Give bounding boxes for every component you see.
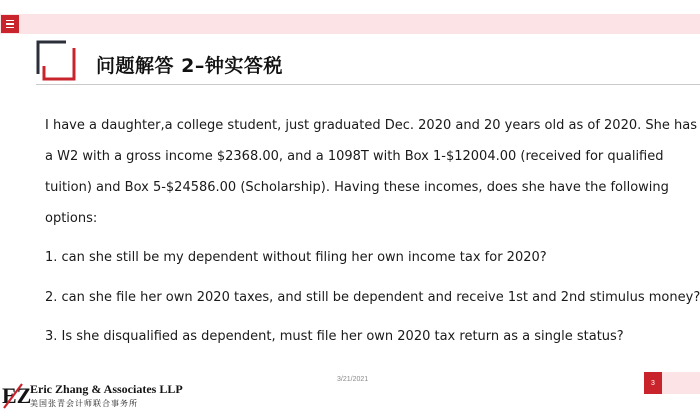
paragraph-line: tuition) and Box 5-$24586.00 (Scholarship). Having these incomes, does she have the following	[45, 180, 669, 195]
bracket-frame-icon	[36, 40, 76, 80]
page-title: 问题解答 2–钟实答税	[96, 55, 283, 77]
title-divider	[36, 84, 700, 85]
company-name: Eric Zhang & Associates LLP	[30, 382, 183, 396]
logo-mark-icon	[2, 381, 32, 411]
paragraph-line: a W2 with a gross income $2368.00, and a 1098T with Box 1-$12004.00 (received for qualified	[45, 149, 664, 164]
question-item: 3. Is she disqualified as dependent, must file her own 2020 tax return as a single status?	[45, 329, 624, 344]
question-item: 1. can she still be my dependent without filing her own income tax for 2020?	[45, 250, 547, 265]
footer-date: 3/21/2021	[337, 376, 369, 383]
company-logo	[2, 381, 202, 417]
menu-icon	[6, 20, 14, 22]
top-header-band	[0, 14, 700, 34]
paragraph-line: I have a daughter,a college student, just graduated Dec. 2020 and 20 years old as of 2020. She has	[45, 118, 697, 133]
company-chinese-name: 美国张青会计师联合事务所	[30, 399, 138, 408]
menu-button[interactable]	[1, 15, 19, 33]
paragraph-line: options:	[45, 211, 98, 226]
svg-text:EZ: EZ	[2, 383, 32, 408]
page-number: 3	[644, 372, 662, 394]
question-item: 2. can she file her own 2020 taxes, and still be dependent and receive 1st and 2nd stimulus money?	[45, 290, 700, 305]
